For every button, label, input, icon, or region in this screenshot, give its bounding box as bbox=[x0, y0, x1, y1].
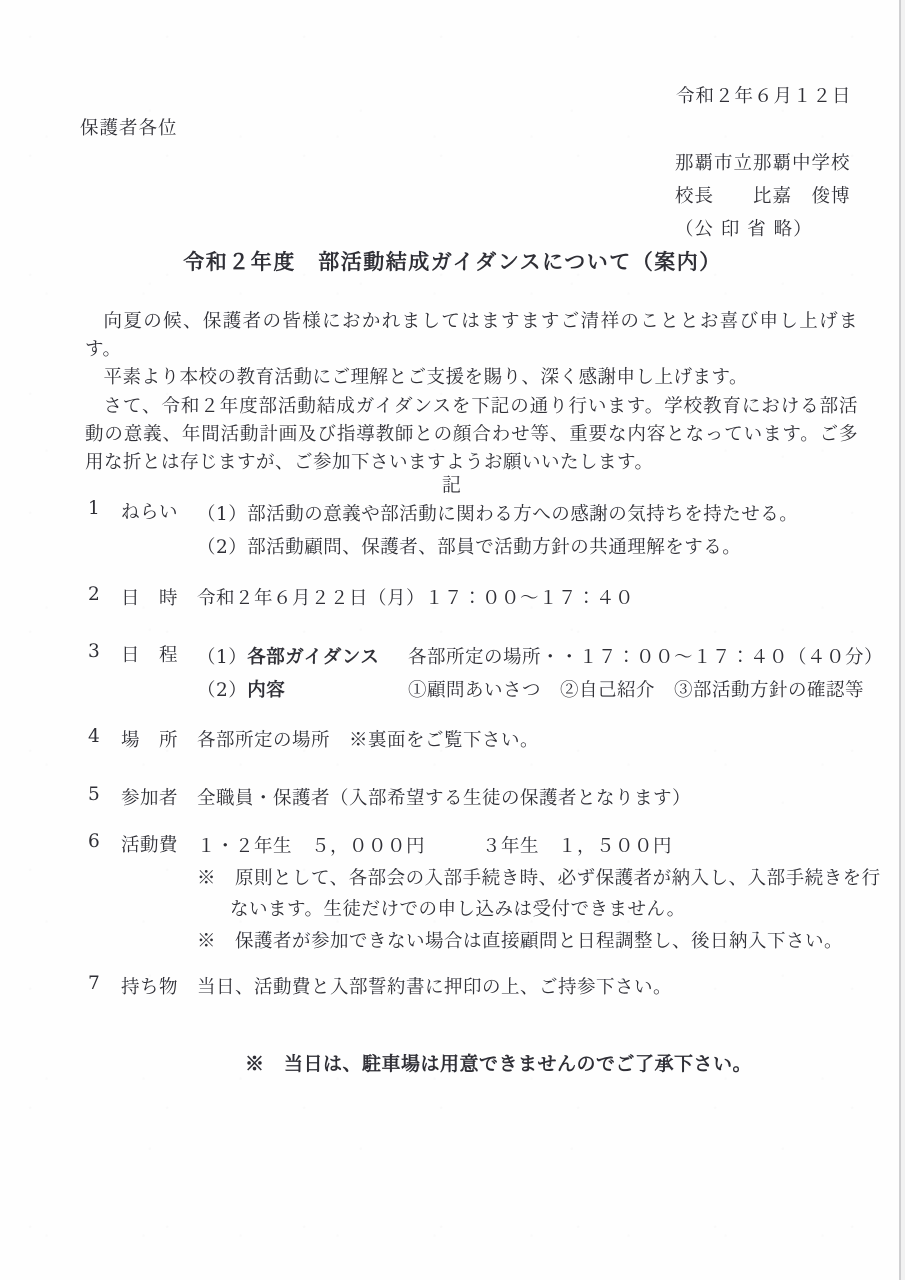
item-number: 1 bbox=[88, 498, 101, 519]
item-content bbox=[197, 498, 798, 564]
main-paragraph: さて、令和２年度部活動結成ガイダンスを下記の通り行います。学校教育における部活動の意義、年間活動計画及び指導教師との顔合わせ等、重要な内容となっています。ご多用な折とは存じますが、ご参加下さいますようお願いいたします。 bbox=[85, 395, 858, 474]
schedule-line-1-bold: 各部ガイダンス bbox=[247, 647, 380, 668]
fee-note-1: ※ 原則として、各部会の入部手続き時、必ず保護者が納入し、入部手続きを行 bbox=[197, 867, 881, 889]
aim-line-2: （2）部活動顧問、保護者、部員で活動方針の共通理解をする。 bbox=[197, 537, 742, 558]
item-content: 全職員・保護者（入部希望する生徒の保護者となります） bbox=[197, 788, 692, 809]
list-marker: （2） bbox=[197, 680, 248, 701]
record-marker: 記 bbox=[441, 474, 463, 496]
item-label: ねらい bbox=[121, 502, 179, 523]
aim-line-1: （1）部活動の意義や部活動に関わる方への感謝の気持ちを持たせる。 bbox=[197, 504, 799, 525]
item-label: 日 程 bbox=[121, 645, 179, 666]
schedule-line-2-bold: 内容 bbox=[247, 680, 286, 701]
item-label: 活動費 bbox=[121, 835, 179, 856]
item-label: 日 時 bbox=[121, 588, 179, 609]
schedule-line-1-rest: 各部所定の場所・・１７：００～１７：４０（４０分） bbox=[408, 647, 884, 668]
item-row-schedule bbox=[88, 641, 883, 707]
principal-name: 校長 比嘉 俊博 bbox=[675, 186, 851, 207]
item-label: 持ち物 bbox=[121, 977, 179, 998]
body-paragraphs bbox=[85, 308, 858, 477]
item-content: 当日、活動費と入部誓約書に押印の上、ご持参下さい。 bbox=[197, 977, 673, 998]
item-row-bring bbox=[88, 973, 672, 999]
addressee: 保護者各位 bbox=[80, 118, 178, 139]
item-number: 7 bbox=[88, 973, 101, 994]
sender-block bbox=[675, 147, 851, 246]
item-number: 2 bbox=[88, 584, 101, 605]
fee-note-2: ※ 保護者が参加できない場合は直接顧問と日程調整し、後日納入下さい。 bbox=[197, 930, 844, 952]
list-marker: （1） bbox=[197, 647, 248, 668]
schedule-line-1-head bbox=[197, 641, 408, 674]
item-label: 場 所 bbox=[121, 730, 179, 751]
greeting-paragraph: 向夏の候、保護者の皆様におかれましてはますますご清祥のこととお喜び申し上げます。 bbox=[85, 311, 858, 361]
schedule-line-2-head bbox=[197, 674, 408, 707]
item-row-participants bbox=[88, 784, 691, 810]
document-date: 令和２年６月１２日 bbox=[676, 86, 852, 107]
item-row-aim bbox=[88, 498, 798, 564]
schedule-line-2-rest: ①顧問あいさつ ②自己紹介 ③部活動方針の確認等 bbox=[408, 680, 865, 701]
parking-notice: ※ 当日は、駐車場は用意できませんのでご了承下さい。 bbox=[245, 1053, 753, 1075]
seal-omitted-note: （公 印 省 略） bbox=[675, 219, 813, 240]
item-row-place bbox=[88, 726, 539, 752]
fee-amounts: １・２年生 ５，０００円 ３年生 １，５００円 bbox=[197, 836, 673, 857]
schedule-line-2 bbox=[197, 674, 883, 707]
item-number: 3 bbox=[88, 641, 101, 662]
scan-edge-line bbox=[899, 0, 901, 1280]
item-label: 参加者 bbox=[121, 788, 179, 809]
item-row-datetime bbox=[88, 584, 634, 610]
item-number: 5 bbox=[88, 784, 101, 805]
item-number: 4 bbox=[88, 726, 101, 747]
item-content: 各部所定の場所 ※裏面をご覧下さい。 bbox=[197, 730, 540, 751]
item-content: 令和２年６月２２日（月）１７：００～１７：４０ bbox=[197, 588, 635, 609]
item-row-fee bbox=[88, 831, 881, 957]
item-content bbox=[197, 641, 883, 707]
school-name: 那覇市立那覇中学校 bbox=[675, 153, 851, 174]
item-number: 6 bbox=[88, 831, 101, 852]
thanks-paragraph: 平素より本校の教育活動にご理解とご支援を賜り、深く感謝申し上げます。 bbox=[103, 367, 749, 389]
document-title: 令和２年度 部活動結成ガイダンスについて（案内） bbox=[183, 249, 722, 274]
item-content bbox=[197, 831, 881, 957]
schedule-line-1 bbox=[197, 641, 883, 674]
fee-note-1-continued: ないます。生徒だけでの申し込みは受付できません。 bbox=[230, 899, 686, 920]
